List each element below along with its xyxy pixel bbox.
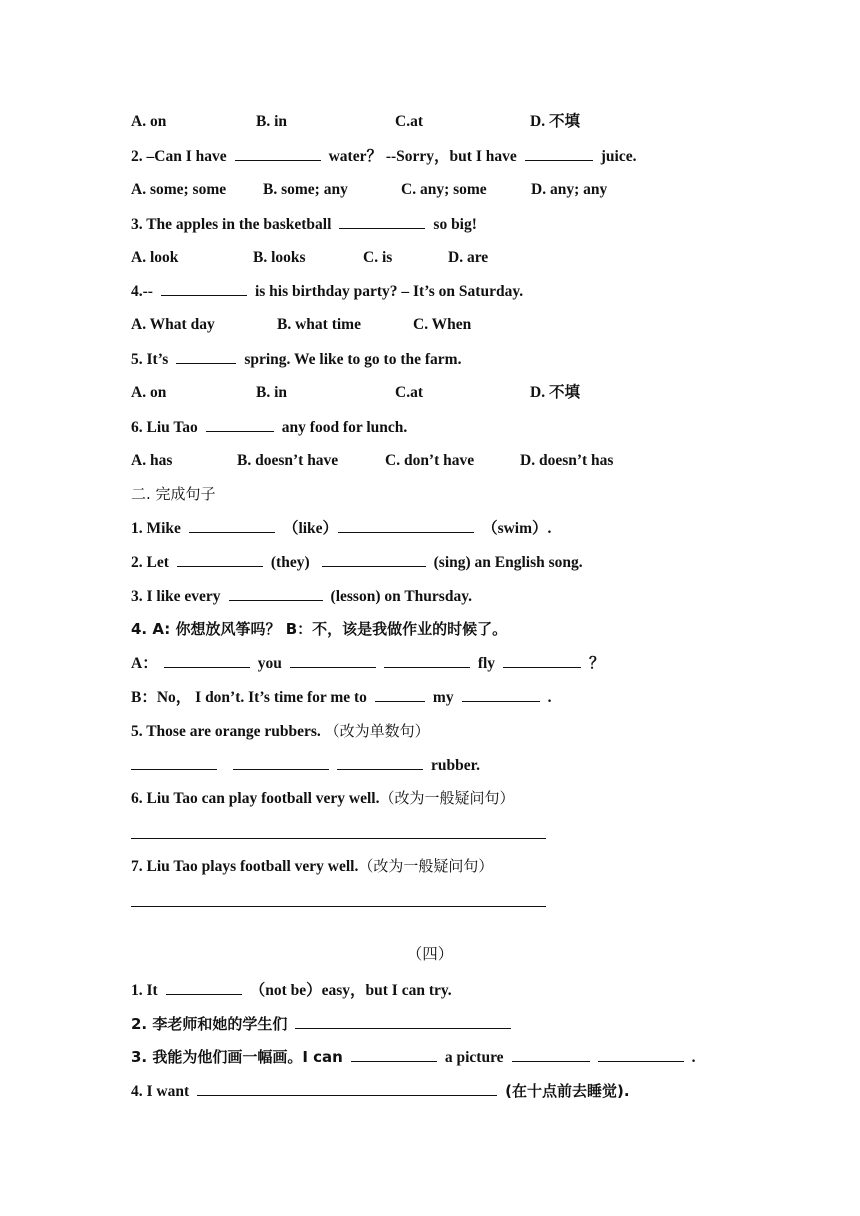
answer-blank[interactable]: [375, 687, 425, 702]
option-a: A. look: [131, 249, 179, 266]
question-6: [131, 417, 407, 438]
sentence-text: B：No， I don’t. It’s time for me to: [131, 689, 367, 706]
option-d: D. 不填: [530, 384, 580, 401]
answer-blank[interactable]: [166, 980, 242, 995]
question-text: 2. –Can I have: [131, 148, 227, 165]
sentence-text: (sing) an English song.: [433, 554, 583, 571]
option-c: C. When: [413, 316, 472, 333]
sentence-text: 4. A: 你想放风筝吗？ B：不，该是我做作业的时候了。: [131, 620, 508, 638]
sentence-2: [131, 552, 583, 573]
answer-blank[interactable]: [161, 281, 247, 296]
sentence-4-b: [131, 687, 551, 708]
answer-blank[interactable]: [339, 214, 425, 229]
question-text: is his birthday party? – It’s on Saturday.: [254, 283, 524, 300]
answer-blank[interactable]: [525, 146, 593, 161]
section-title: （四）: [406, 945, 454, 963]
sentence-text: rubber.: [431, 757, 480, 774]
answer-blank[interactable]: [235, 146, 321, 161]
answer-blank[interactable]: [197, 1081, 497, 1096]
answer-blank[interactable]: [189, 518, 275, 533]
option-a: A. has: [131, 452, 173, 469]
option-c: C.at: [395, 384, 423, 401]
answer-blank[interactable]: [462, 687, 540, 702]
option-b: B. some; any: [263, 181, 348, 198]
sentence-text: （swim）.: [482, 520, 552, 537]
sentence-text: 1. Mike: [131, 520, 181, 537]
answer-line[interactable]: [131, 906, 546, 907]
sentence-text: a picture: [444, 1049, 504, 1066]
answer-blank[interactable]: [206, 417, 274, 432]
question-text: 5. It’s: [131, 351, 169, 368]
answer-blank[interactable]: [503, 653, 581, 668]
sentence-text: (在十点前去睡觉).: [505, 1082, 630, 1100]
question-4: [131, 281, 523, 302]
answer-blank[interactable]: [337, 755, 423, 770]
sentence-5-prompt: [131, 721, 430, 742]
option-c: C. any; some: [401, 181, 487, 198]
sentence-text: 7. Liu Tao plays football very well.: [131, 858, 359, 875]
sentence-text: ？: [589, 655, 605, 672]
answer-blank[interactable]: [177, 552, 263, 567]
sentence-text: 2. Let: [131, 554, 169, 571]
sentence-text: 2. 李老师和她的学生们: [131, 1015, 288, 1033]
sentence-text: .: [547, 689, 552, 706]
answer-blank[interactable]: [176, 349, 236, 364]
option-d: D. any; any: [531, 181, 608, 198]
question-text: 6. Liu Tao: [131, 419, 198, 436]
answer-blank[interactable]: [164, 653, 250, 668]
option-c: C. don’t have: [385, 452, 475, 469]
option-c: C.at: [395, 113, 423, 130]
answer-blank[interactable]: [233, 755, 329, 770]
sentence-text: （not be）easy，but I can try.: [249, 982, 452, 999]
sentence-text: my: [432, 689, 454, 706]
option-b: B. in: [256, 384, 288, 401]
instruction-text: （改为一般疑问句）: [358, 857, 494, 875]
item-4: [131, 1081, 630, 1102]
item-2: [131, 1014, 519, 1035]
sentence-text: 4. I want: [131, 1083, 190, 1100]
question-text: spring. We like to go to the farm.: [244, 351, 462, 368]
sentence-text: 3. I like every: [131, 588, 221, 605]
question-2: [131, 146, 636, 167]
question-5: [131, 349, 461, 370]
sentence-6-prompt: [131, 788, 514, 809]
answer-blank[interactable]: [598, 1047, 684, 1062]
sentence-text: 5. Those are orange rubbers.: [131, 723, 321, 740]
answer-blank[interactable]: [351, 1047, 437, 1062]
option-a: A. on: [131, 113, 167, 130]
question-text: water？ --Sorry，but I have: [328, 148, 517, 165]
item-3: [131, 1047, 695, 1068]
instruction-text: （改为单数句）: [324, 722, 430, 740]
sentence-4-a: [131, 653, 605, 674]
option-d: D. doesn’t has: [520, 452, 614, 469]
sentence-4-prompt: [131, 619, 507, 640]
instruction-text: （改为一般疑问句）: [379, 789, 515, 807]
sentence-text: A：: [131, 655, 158, 672]
option-a: A. on: [131, 384, 167, 401]
answer-line[interactable]: [131, 838, 546, 839]
sentence-5-answer: [131, 755, 480, 776]
answer-blank[interactable]: [229, 586, 323, 601]
section-title: 二. 完成句子: [131, 485, 216, 503]
sentence-text: （like）: [282, 520, 339, 537]
option-b: B. doesn’t have: [237, 452, 339, 469]
question-text: so big!: [433, 216, 477, 233]
answer-blank[interactable]: [131, 755, 217, 770]
question-text: 4.--: [131, 283, 153, 300]
sentence-text: fly: [477, 655, 496, 672]
sentence-text: 3. 我能为他们画一幅画。I can: [131, 1048, 343, 1066]
option-d: D. 不填: [530, 113, 580, 130]
option-a: A. What day: [131, 316, 215, 333]
option-b: B. what time: [277, 316, 361, 333]
answer-blank[interactable]: [338, 518, 474, 533]
question-3: [131, 214, 477, 235]
sentence-text: (lesson) on Thursday.: [330, 588, 472, 605]
sentence-1: [131, 518, 551, 539]
option-b: B. looks: [253, 249, 306, 266]
question-text: any food for lunch.: [281, 419, 408, 436]
answer-blank[interactable]: [512, 1047, 590, 1062]
answer-blank[interactable]: [290, 653, 376, 668]
option-b: B. in: [256, 113, 288, 130]
option-d: D. are: [448, 249, 489, 266]
sentence-text: 1. It: [131, 982, 158, 999]
answer-blank[interactable]: [322, 552, 426, 567]
answer-blank[interactable]: [295, 1014, 511, 1029]
question-text: juice.: [600, 148, 637, 165]
sentence-text: .: [691, 1049, 696, 1066]
sentence-text: 6. Liu Tao can play football very well.: [131, 790, 380, 807]
sentence-3: [131, 586, 472, 607]
option-a: A. some; some: [131, 181, 227, 198]
sentence-text: (they): [270, 554, 310, 571]
sentence-7-prompt: [131, 856, 493, 877]
question-text: 3. The apples in the basketball: [131, 216, 332, 233]
sentence-text: you: [257, 655, 282, 672]
option-c: C. is: [363, 249, 393, 266]
answer-blank[interactable]: [384, 653, 470, 668]
item-1: [131, 980, 452, 1001]
